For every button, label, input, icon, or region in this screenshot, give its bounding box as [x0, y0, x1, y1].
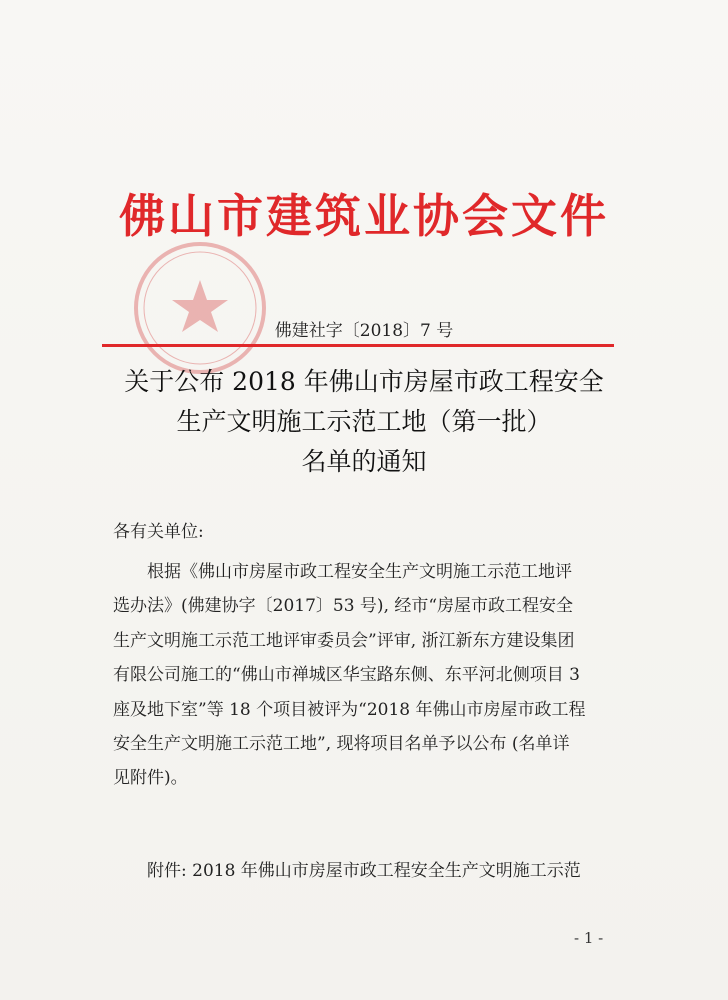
document-number: 佛建社字〔2018〕7 号	[274, 321, 454, 341]
body-line: 有限公司施工的“佛山市禅城区华宝路东侧、东平河北侧项目 3	[113, 665, 580, 686]
red-divider-line	[102, 344, 614, 347]
body-line: 选办法》(佛建协字〔2017〕53 号), 经市“房屋市政工程安全	[113, 596, 574, 617]
body-line: 安全生产文明施工示范工地”, 现将项目名单予以公布 (名单详	[113, 734, 570, 755]
body-line: 见附件)。	[113, 768, 188, 789]
org-header-title: 佛山市建筑业协会文件	[119, 189, 609, 243]
body-line: 座及地下室”等 18 个项目被评为“2018 年佛山市房屋市政工程	[113, 699, 586, 720]
official-seal-icon	[130, 238, 270, 378]
body-line: 生产文明施工示范工地评审委员会”评审, 浙江新东方建设集团	[113, 630, 575, 651]
notice-title-line: 关于公布 2018 年佛山市房屋市政工程安全	[124, 367, 604, 396]
notice-title-line: 生产文明施工示范工地（第一批）	[176, 407, 552, 436]
salutation: 各有关单位:	[113, 522, 204, 542]
body-line: 根据《佛山市房屋市政工程安全生产文明施工示范工地评	[147, 562, 572, 582]
body-paragraph	[113, 555, 623, 796]
page-number: - 1 -	[574, 929, 604, 947]
notice-title	[0, 362, 728, 482]
attachment-line: 附件: 2018 年佛山市房屋市政工程安全生产文明施工示范	[147, 861, 581, 881]
notice-title-line: 名单的通知	[301, 447, 427, 476]
